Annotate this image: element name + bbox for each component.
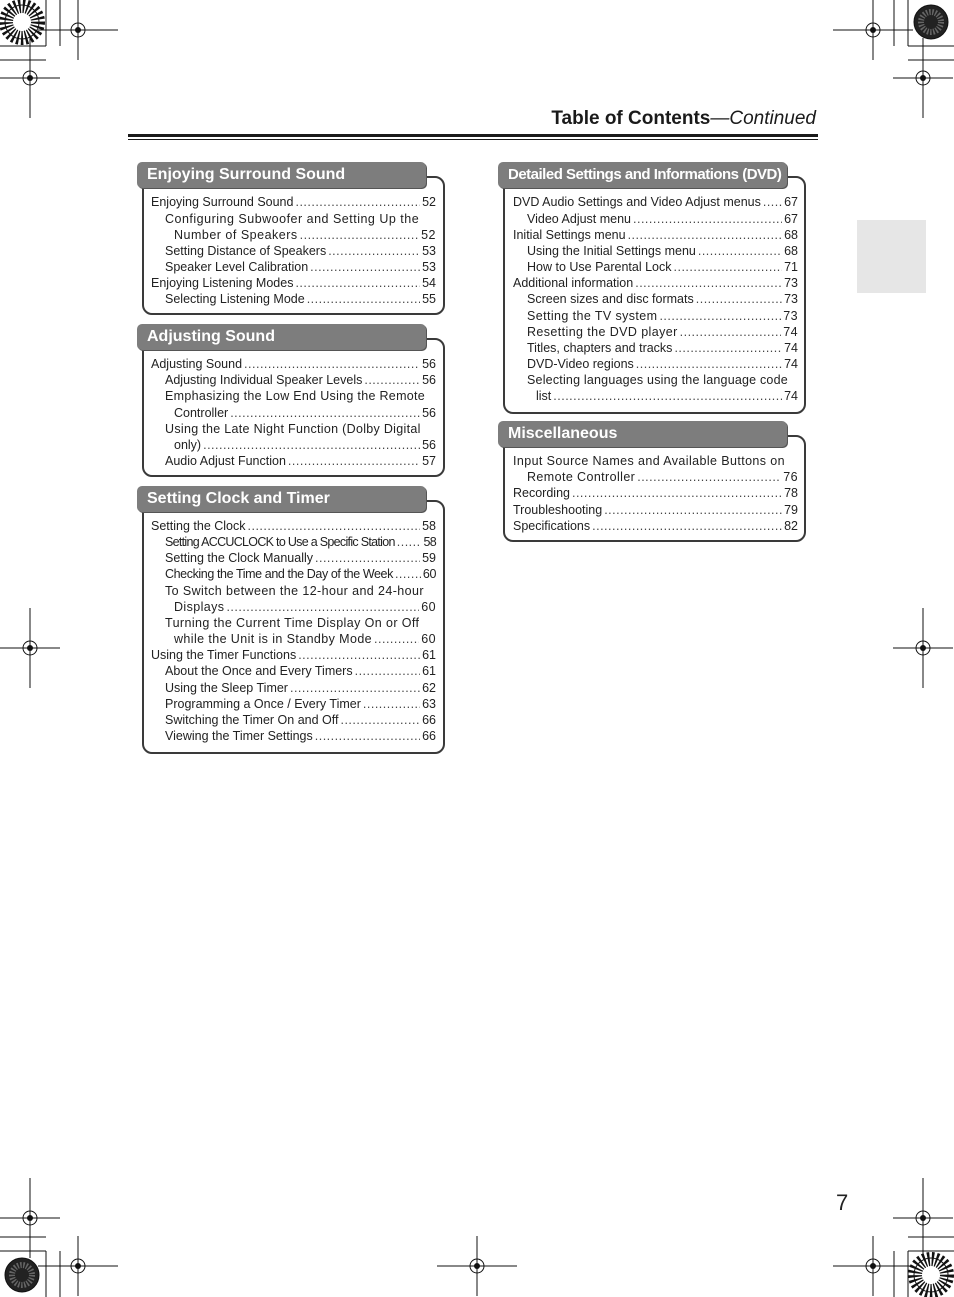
section-title-clock: Setting Clock and Timer <box>137 486 426 512</box>
section-title-dvd: Detailed Settings and Informations (DVD) <box>498 162 787 188</box>
page-title-continued: —Continued <box>710 108 816 129</box>
toc-entry[interactable]: Using the Initial Settings menu ..... 68 <box>527 243 798 259</box>
toc-entry[interactable]: Displays ..... 60 <box>174 599 436 615</box>
toc-entry[interactable]: list ..... 74 <box>536 388 798 404</box>
header-rule-thick <box>128 134 818 137</box>
toc-entry[interactable]: Remote Controller ..... 76 <box>527 469 798 485</box>
toc-entry[interactable]: Checking the Time and the Day of the Week ..... 60 <box>165 566 436 582</box>
toc-entry[interactable]: Additional information ..... 73 <box>513 275 798 291</box>
toc-entry[interactable]: Using the Sleep Timer ..... 62 <box>165 680 436 696</box>
toc-entry[interactable]: Setting the TV system ..... 73 <box>527 308 798 324</box>
toc-entry[interactable]: Input Source Names and Available Buttons on <box>513 454 785 468</box>
toc-entry[interactable]: Emphasizing the Low End Using the Remote <box>165 389 426 403</box>
toc-entry[interactable]: Configuring Subwoofer and Setting Up the <box>165 212 420 226</box>
page-header <box>128 108 818 130</box>
toc-entry[interactable]: Using the Late Night Function (Dolby Digital <box>165 422 421 436</box>
page-number: 7 <box>836 1190 849 1215</box>
page-title <box>128 108 818 130</box>
toc-entry[interactable]: Setting Distance of Speakers ..... 53 <box>165 243 436 259</box>
toc-entry[interactable]: Viewing the Timer Settings ..... 66 <box>165 728 436 744</box>
toc-entry[interactable]: Audio Adjust Function ..... 57 <box>165 453 436 469</box>
toc-entry[interactable]: Screen sizes and disc formats ..... 73 <box>527 291 798 307</box>
toc-entry[interactable]: Controller ..... 56 <box>174 405 436 421</box>
toc-entry[interactable]: Using the Timer Functions ..... 61 <box>151 647 436 663</box>
toc-entry[interactable]: Troubleshooting ..... 79 <box>513 502 798 518</box>
toc-entry[interactable]: Programming a Once / Every Timer ..... 63 <box>165 696 436 712</box>
toc-entry[interactable]: To Switch between the 12-hour and 24-hour <box>165 584 424 598</box>
toc-entry[interactable]: Adjusting Individual Speaker Levels ..... 56 <box>165 372 436 388</box>
toc-entry[interactable]: Adjusting Sound ..... 56 <box>151 356 436 372</box>
toc-entry[interactable]: Enjoying Surround Sound ..... 52 <box>151 194 436 210</box>
section-title-adjusting: Adjusting Sound <box>137 324 426 350</box>
toc-entry[interactable]: Specifications ..... 82 <box>513 518 798 534</box>
toc-entry[interactable]: Speaker Level Calibration ..... 53 <box>165 259 436 275</box>
toc-entry[interactable]: Resetting the DVD player ..... 74 <box>527 324 798 340</box>
toc-entry[interactable]: Recording ..... 78 <box>513 485 798 501</box>
side-thumb-tab <box>857 220 926 293</box>
toc-entry[interactable]: About the Once and Every Timers ..... 61 <box>165 663 436 679</box>
toc-entry[interactable]: Switching the Timer On and Off ..... 66 <box>165 712 436 728</box>
toc-entry[interactable]: Turning the Current Time Display On or Off <box>165 616 420 630</box>
section-title-misc: Miscellaneous <box>498 421 787 447</box>
toc-entry[interactable]: while the Unit is in Standby Mode ..... 60 <box>174 631 436 647</box>
toc-entry[interactable]: How to Use Parental Lock ..... 71 <box>527 259 798 275</box>
toc-entry[interactable]: Setting the Clock Manually ..... 59 <box>165 550 436 566</box>
toc-entry[interactable]: Number of Speakers ..... 52 <box>174 227 436 243</box>
toc-entry[interactable]: only) ..... 56 <box>174 437 436 453</box>
toc-entry[interactable]: Titles, chapters and tracks ..... 74 <box>527 340 798 356</box>
toc-entry[interactable]: DVD Audio Settings and Video Adjust menus ..... 67 <box>513 194 798 210</box>
toc-entry[interactable]: Selecting languages using the language code <box>527 373 788 387</box>
toc-entry[interactable]: Setting the Clock ..... 58 <box>151 518 436 534</box>
toc-entry[interactable]: Initial Settings menu ..... 68 <box>513 227 798 243</box>
page-title-text: Table of Contents <box>551 108 711 129</box>
header-rule-thin <box>128 139 818 140</box>
toc-entry[interactable]: Selecting Listening Mode ..... 55 <box>165 291 436 307</box>
toc-entry[interactable]: Setting ACCUCLOCK to Use a Specific Station ..... 58 <box>165 534 436 550</box>
toc-entry[interactable]: Video Adjust menu ..... 67 <box>527 211 798 227</box>
section-title-surround: Enjoying Surround Sound <box>137 162 426 188</box>
toc-entry[interactable]: Enjoying Listening Modes ..... 54 <box>151 275 436 291</box>
toc-entry[interactable]: DVD-Video regions ..... 74 <box>527 356 798 372</box>
